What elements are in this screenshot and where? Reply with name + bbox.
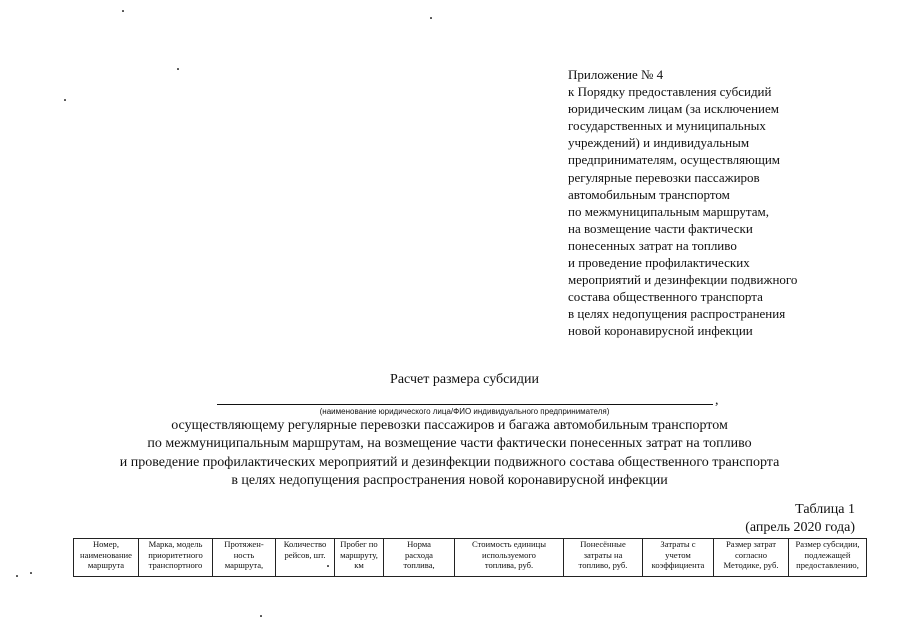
description-line: и проведение профилактических мероприятий и дезинфекции подвижного состава общественного транспорта <box>119 454 780 470</box>
scan-speck <box>30 572 32 574</box>
table-header-cell: Стоимость единицы используемого топлива, руб. <box>455 539 564 578</box>
table-header-cell: Марка, модель приоритетного транспортного <box>139 539 213 578</box>
description-line: в целях недопущения распространения новой коронавирусной инфекции <box>231 472 668 488</box>
scan-speck <box>260 615 262 617</box>
scan-speck <box>64 99 66 101</box>
table-header-cell: Номер, наименование маршрута <box>74 539 139 578</box>
subsidy-table <box>73 538 867 577</box>
blank-caption: (наименование юридического лица/ФИО индивидуального предпринимателя) <box>319 407 610 416</box>
appendix-line: предпринимателям, осуществляющим <box>568 152 781 168</box>
appendix-line: мероприятий и дезинфекции подвижного <box>568 272 798 288</box>
table-number: Таблица 1 <box>795 502 855 517</box>
table-header-cell: Пробег по маршруту, км <box>335 539 384 578</box>
appendix-line: понесенных затрат на топливо <box>568 237 737 253</box>
table-header-cell: Количество рейсов, шт. <box>276 539 335 578</box>
table-header-cell: Затраты с учетом коэффициента <box>643 539 714 578</box>
table-bottom-edge <box>73 576 867 577</box>
appendix-line: регулярные перевозки пассажиров <box>568 169 760 185</box>
scan-speck <box>16 575 18 577</box>
scan-speck <box>430 17 432 19</box>
table-header-cell: Протяжен- ность маршрута, <box>213 539 276 578</box>
appendix-line: в целях недопущения распространения <box>568 306 786 322</box>
scan-speck <box>177 68 179 70</box>
description-line: по межмуниципальным маршрутам, на возмещение части фактически понесенных затрат на топливо <box>147 436 752 452</box>
appendix-line: состава общественного транспорта <box>568 289 763 305</box>
scan-speck <box>327 565 329 567</box>
table-label <box>745 501 855 537</box>
table-period: (апрель 2020 года) <box>745 520 855 535</box>
appendix-line: и проведение профилактических <box>568 255 750 271</box>
table-header-cell: Размер субсидии, подлежащей предоставлению, <box>789 539 867 578</box>
appendix-line: государственных и муниципальных <box>568 118 766 134</box>
recipient-blank <box>217 392 717 406</box>
document-title: Расчет размера субсидии <box>390 372 539 387</box>
blank-underline <box>217 404 713 405</box>
appendix-line: новой коронавирусной инфекции <box>568 323 753 339</box>
table-header-row <box>74 539 867 578</box>
table-header-cell: Размер затрат согласно Методике, руб. <box>714 539 789 578</box>
appendix-line: Приложение № 4 <box>568 67 664 82</box>
table-header-cell: Понесённые затраты на топливо, руб. <box>564 539 643 578</box>
appendix-line: юридическим лицам (за исключением <box>568 101 779 117</box>
appendix-line: учреждений) и индивидуальным <box>568 135 750 151</box>
appendix-line: к Порядку предоставления субсидий <box>568 84 772 100</box>
appendix-line: на возмещение части фактически <box>568 220 753 236</box>
scan-speck <box>122 10 124 12</box>
table-header-cell: Норма расхода топлива, <box>384 539 455 578</box>
appendix-line: по межмуниципальным маршрутам, <box>568 203 769 219</box>
description-line: осуществляющему регулярные перевозки пассажиров и багажа автомобильным транспортом <box>171 418 728 433</box>
blank-comma: , <box>715 393 719 408</box>
appendix-header <box>568 66 868 340</box>
title-description <box>0 417 899 490</box>
appendix-line: автомобильным транспортом <box>568 186 730 202</box>
